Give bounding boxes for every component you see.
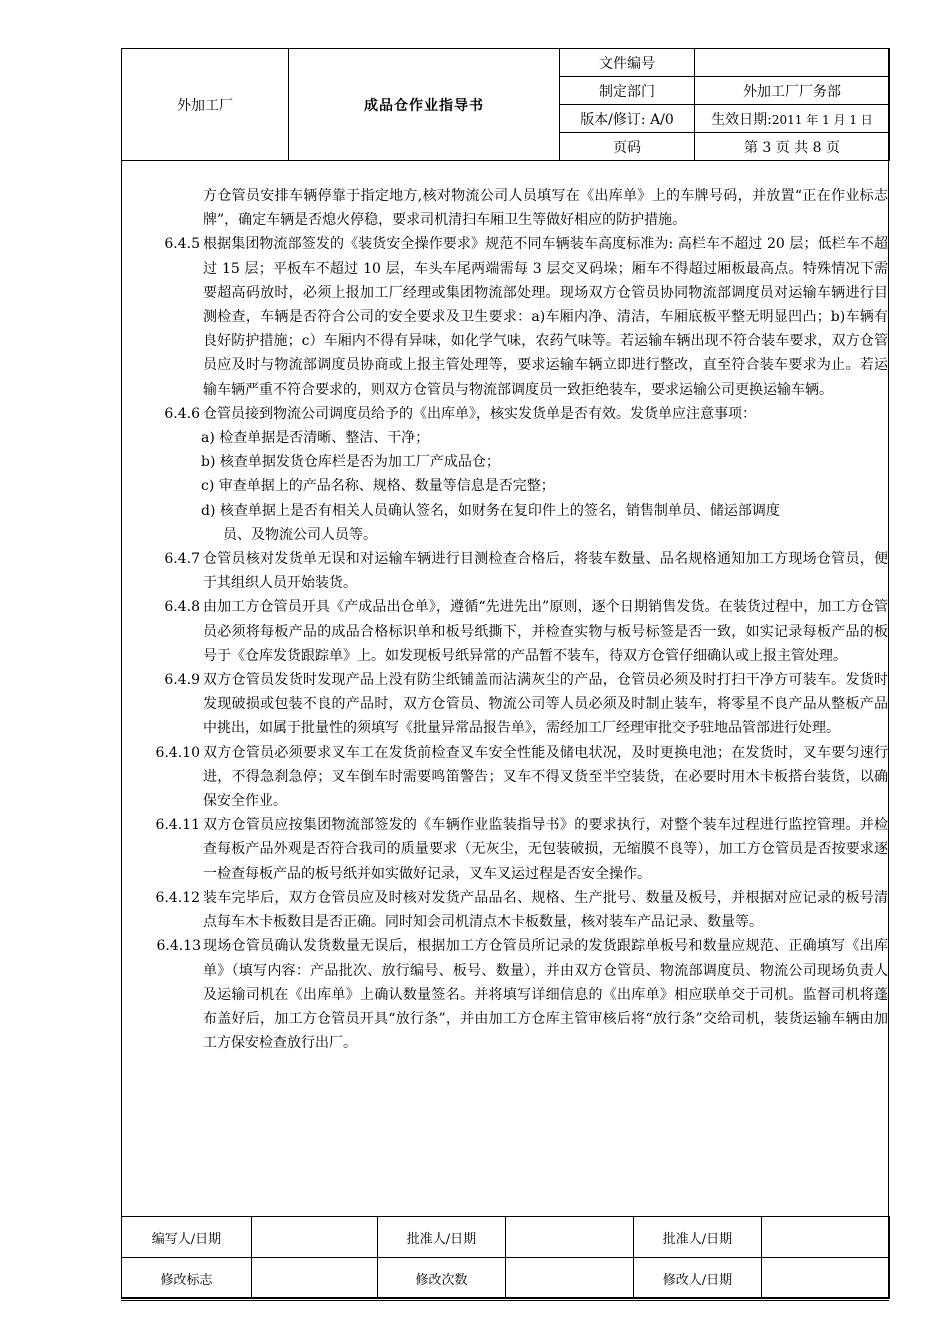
check-item-a: a) 检查单据是否清晰、整洁、干净； — [201, 430, 430, 447]
section-6-4-6 — [130, 402, 888, 426]
writer-field — [252, 1217, 378, 1258]
section-text: 仓管员核对发货单无误和对运输车辆进行目测检查合格后，将装车数量、品名规格通知加工方现场仓管员，便于其组织人员开始装货。 — [203, 551, 888, 592]
mod-mark-field — [252, 1258, 378, 1299]
section-text: 仓管员接到物流公司调度员给予的《出库单》，核实发货单是否有效。发货单应注意事项： — [203, 405, 756, 422]
section-6-4-13 — [130, 934, 888, 1055]
section-6-4-5 — [130, 232, 888, 401]
section-text: 装车完毕后，双方仓管员应及时核对发货产品品名、规格、生产批号、数量及板号，并根据对应记录的板号清点每车木卡板数目是否正确。同时知会司机清点木卡板数量，核对装车产品记录、数量等。 — [203, 889, 888, 931]
section-number: 6.4.6 — [164, 405, 200, 422]
section-text: 现场仓管员确认发货数量无误后，根据加工方仓管员所记录的发货跟踪单板号和数量应规范、正确填写《出库单》（填写内容：产品批次、放行编号、板号、数量），并由双方仓管员、物流部调度员、物流公司现场负责人及运输司机在《出库单》上确认数量签名。并将填写详细信息的《出库单》相应联单交于司机。监督司机将蓬布盖好后，加工方仓管员开具“放行条”，并由加工方仓库主管审核后将“放行条”交给司机，装货运输车辆由加工方保安检查放行出厂。 — [203, 938, 888, 1052]
mod-count-label: 修改次数 — [378, 1258, 506, 1299]
section-6-4-10 — [130, 741, 888, 814]
approver-field-2 — [762, 1217, 890, 1258]
modifier-field — [762, 1258, 890, 1299]
version-label: 版本/修订: A/0 — [560, 105, 695, 133]
section-text: 双方仓管员必须要求叉车工在发货前检查叉车安全性能及储电状况，及时更换电池；在发货时，叉车要匀速行进，不得急刹急停；叉车倒车时需要鸣笛警告；叉车不得叉货至半空装货，在必要时用木卡板搭台装货，以确保安全作业。 — [203, 744, 888, 810]
page-label: 页码 — [560, 133, 695, 161]
section-number: 6.4.9 — [164, 672, 200, 689]
document-header — [121, 48, 890, 161]
mod-mark-label: 修改标志 — [122, 1258, 252, 1299]
effective-date: 生效日期:2011 年 1 月 1 日 — [695, 105, 890, 133]
section-text: 双方仓管员发货时发现产品上没有防尘纸铺盖而沾满灰尘的产品，仓管员必须及时打扫干净方可装车。发货时发现破损或包装不良的产品时，双方仓管员、物流公司等人员必须及时制止装车，将零星不良产品从整板产品中挑出，如属于批量性的须填写《批量异常品报告单》，需经加工厂经理审批交予驻地品管部进行处理。 — [203, 672, 888, 737]
doc-number-label: 文件编号 — [560, 49, 695, 77]
page-value: 第 3 页 共 8 页 — [695, 133, 890, 161]
mod-count-field — [506, 1258, 634, 1299]
dept-value: 外加工厂厂务部 — [695, 77, 890, 105]
section-number: 6.4.7 — [164, 551, 200, 568]
check-item-c: c) 审查单据上的产品名称、规格、数量等信息是否完整； — [201, 478, 555, 495]
dept-label: 制定部门 — [560, 77, 695, 105]
section-6-4-8 — [130, 595, 888, 668]
section-number: 6.4.12 — [155, 889, 200, 906]
section-number: 6.4.13 — [156, 938, 201, 955]
check-item-d-continued: 员、及物流公司人员等。 — [223, 526, 377, 543]
document-title: 成品仓作业指导书 — [289, 49, 560, 161]
signature-footer — [121, 1216, 890, 1299]
section-number: 6.4.10 — [155, 744, 200, 761]
section-number: 6.4.11 — [155, 817, 200, 834]
modifier-label: 修改人/日期 — [634, 1258, 762, 1299]
approver-field-1 — [506, 1217, 634, 1258]
section-6-4-11 — [130, 813, 888, 886]
section-6-4-7 — [130, 547, 888, 595]
section-text: 由加工方仓管员开具《产成品出仓单》，遵循“先进先出”原则，逐个日期销售发货。在装货过程中，加工方仓管员必须将每板产品的成品合格标识单和板号纸撕下，并检查实物与板号标签是否一致，如实记录每板产品的板号于《仓库发货跟踪单》上。如发现板号纸异常的产品暂不装车，待双方仓管仔细确认或上报主管处理。 — [203, 599, 888, 664]
doc-number-value — [695, 49, 890, 77]
section-text: 根据集团物流部签发的《装货安全操作要求》规范不同车辆装车高度标准为: 高栏车不超过 20 层；低栏车不超过 15 层；平板车不超过 10 层，车头车尾两端需每 3 层交叉码垛；厢车不得超过厢板最高点。特殊情况下需要超高码放时，必须上报加工厂经理或集团物流部处理。现场双方仓管员协同物流部调度员对运输车辆进行目测检查，车辆是否符合公司的安全要求及卫生要求：a)车厢内净、清洁，车厢底板平整无明显凹凸；b)车辆有良好防护措施；c）车厢内不得有异味，如化学气味，农药气味等。若运输车辆出现不符合装车要求，双方仓管员应及时与物流部调度员协商或上报主管处理等，要求运输车辆立即进行整改，直至符合装车要求为止。若运输车辆严重不符合要求的，则双方仓管员与物流部调度员一致拒绝装车，要求运输公司更换运输车辆。 — [203, 236, 888, 398]
writer-label: 编写人/日期 — [122, 1217, 252, 1258]
footer-bottom-rule — [121, 1300, 889, 1301]
company-name: 外加工厂 — [122, 49, 289, 161]
check-item-b: b) 核查单据发货仓库栏是否为加工厂产成品仓； — [201, 454, 500, 471]
approver-label-2: 批准人/日期 — [634, 1217, 762, 1258]
section-6-4-12 — [130, 886, 888, 934]
section-text: 双方仓管员应按集团物流部签发的《车辆作业监装指导书》的要求执行，对整个装车过程进行监控管理。并检查每板产品外观是否符合我司的质量要求（无灰尘，无包装破损，无缩膜不良等），加工方仓管员是否按要求逐一检查每板产品的板号纸并如实做好记录，叉车叉运过程是否安全操作。 — [203, 817, 888, 882]
section-number: 6.4.5 — [164, 236, 200, 253]
section-6-4-9 — [130, 668, 888, 741]
check-item-d: d) 核查单据上是否有相关人员确认签名，如财务在复印件上的签名，销售制单员、储运部调度 — [201, 502, 780, 519]
intro-paragraph: 方仓管员安排车辆停靠于指定地方,核对物流公司人员填写在《出库单》上的车牌号码，并放置“正在作业标志牌”，确定车辆是否熄火停稳，要求司机清扫车厢卫生等做好相应的防护措施。 — [203, 188, 888, 229]
section-number: 6.4.8 — [164, 599, 200, 616]
approver-label-1: 批准人/日期 — [378, 1217, 506, 1258]
document-body — [130, 184, 888, 1055]
